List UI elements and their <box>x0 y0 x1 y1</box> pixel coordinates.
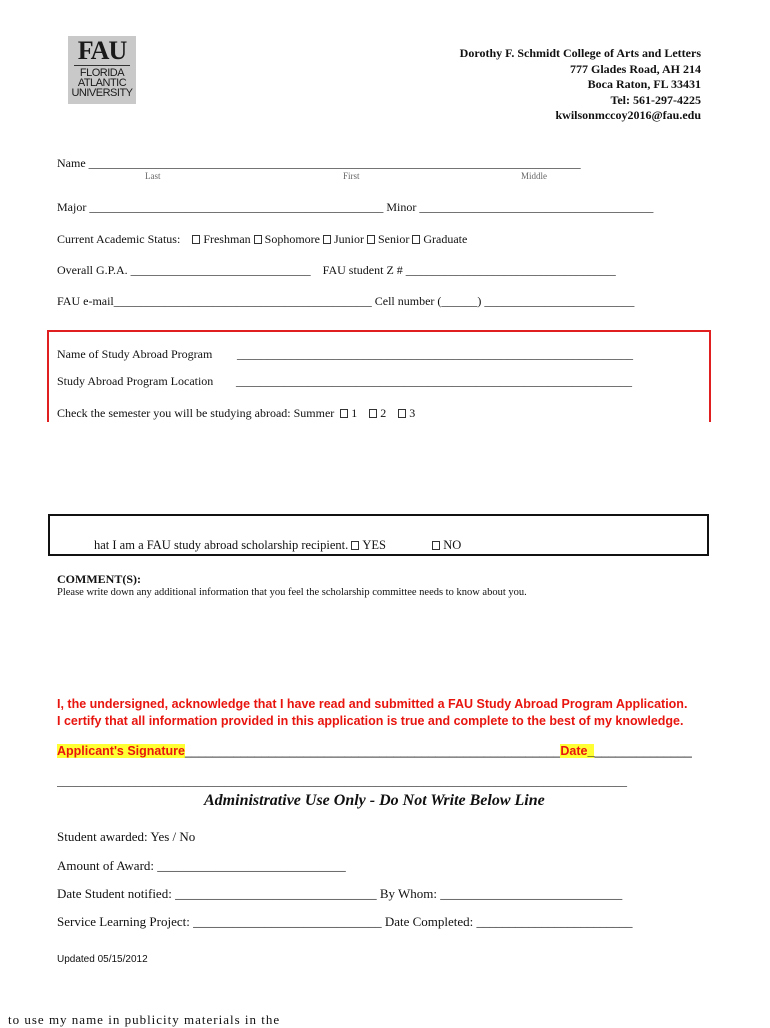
name-row <box>57 156 581 171</box>
program-field[interactable]: __________________________________________________________________ <box>237 347 633 361</box>
admin-divider: _______________________________________________________________________________________________ <box>57 774 627 788</box>
gpa-label: Overall G.P.A. <box>57 263 128 277</box>
service-field[interactable]: _____________________________ <box>193 914 382 929</box>
logo-line1: FLORIDA <box>79 67 125 79</box>
updated-date: Updated 05/15/2012 <box>57 954 148 965</box>
logo-fau: FAU <box>77 36 127 65</box>
major-row <box>57 200 653 215</box>
checkbox-icon[interactable] <box>323 235 331 244</box>
major-field[interactable]: _________________________________________________ <box>89 200 384 214</box>
signature-row: Applicant's Signature______________________________________________________Date_______________ <box>57 744 692 758</box>
street-address: 777 Glades Road, AH 214 <box>569 61 701 76</box>
amount-label: Amount of Award: <box>57 858 155 873</box>
amount-field[interactable]: _____________________________ <box>157 858 346 873</box>
signature-field[interactable]: ______________________________________________________ <box>185 744 561 758</box>
zid-field[interactable]: ___________________________________ <box>405 263 616 277</box>
checkbox-icon[interactable] <box>340 409 348 418</box>
semester-option-1[interactable]: 1 <box>340 406 357 420</box>
checkbox-icon[interactable] <box>398 409 406 418</box>
service-label: Service Learning Project: <box>57 914 190 929</box>
gpa-field[interactable]: ______________________________ <box>130 263 311 277</box>
checkbox-icon[interactable] <box>254 235 262 244</box>
semester-label: Check the semester you will be studying abroad: Summer <box>57 406 335 420</box>
major-label: Major <box>57 200 87 214</box>
semester-option-3[interactable]: 3 <box>398 406 415 420</box>
status-junior[interactable]: Junior <box>323 232 364 246</box>
email-row <box>57 294 634 309</box>
name-sub-last: Last <box>145 171 161 181</box>
certify-line1: I, the undersigned, acknowledge that I have read and submitted a FAU Study Abroad Program Application. <box>57 697 688 711</box>
comments-title: COMMENT(S): <box>57 572 141 586</box>
name-field[interactable]: __________________________________________________________________________________ <box>88 156 581 170</box>
checkbox-icon[interactable] <box>351 541 359 550</box>
cell-field[interactable]: _________________________ <box>484 294 635 308</box>
checkbox-icon[interactable] <box>432 541 440 550</box>
semester-option-2[interactable]: 2 <box>369 406 386 420</box>
consent-yes[interactable]: YES <box>351 538 386 552</box>
logo-line2: ATLANTIC <box>77 77 127 89</box>
checkbox-icon[interactable] <box>367 235 375 244</box>
city-address: Boca Raton, FL 33431 <box>587 77 701 91</box>
service-row <box>57 914 633 930</box>
email-field[interactable]: ___________________________________________ <box>113 294 372 308</box>
date-field[interactable]: ______________ <box>594 744 692 758</box>
name-sub-middle: Middle <box>521 171 547 181</box>
zid-label: FAU student Z # <box>322 263 403 277</box>
consent-no[interactable]: NO <box>432 538 461 552</box>
notified-label: Date Student notified: <box>57 886 172 901</box>
admin-title: Administrative Use Only - Do Not Write Below Line <box>204 792 545 809</box>
checkbox-icon[interactable] <box>192 235 200 244</box>
location-label: Study Abroad Program Location <box>57 374 214 388</box>
consent-row <box>94 538 461 553</box>
consent-text: hat I am a FAU study abroad scholarship recipient. <box>94 538 349 552</box>
program-label: Name of Study Abroad Program <box>57 347 213 361</box>
student-awarded: Student awarded: Yes / No <box>57 829 196 844</box>
college-name: Dorothy F. Schmidt College of Arts and Letters <box>459 46 701 60</box>
checkbox-icon[interactable] <box>412 235 420 244</box>
completed-label: Date Completed: <box>384 914 474 929</box>
contact-email: kwilsonmccoy2016@fau.edu <box>555 108 701 122</box>
location-field[interactable]: __________________________________________________________________ <box>236 374 632 388</box>
status-label: Current Academic Status: <box>57 232 181 246</box>
telephone: Tel: 561-297-4225 <box>610 92 701 107</box>
name-label: Name <box>57 156 86 170</box>
overflow-text: to use my name in publicity materials in the <box>8 1012 281 1027</box>
cell-label: Cell number (______) <box>374 294 482 308</box>
checkbox-icon[interactable] <box>369 409 377 418</box>
email-label: FAU e-mail <box>57 294 114 308</box>
fau-logo <box>68 36 136 104</box>
status-senior[interactable]: Senior <box>367 232 409 246</box>
status-graduate[interactable]: Graduate <box>412 232 467 246</box>
logo-rule <box>74 65 130 66</box>
certify-line2: I certify that all information provided in this application is true and complete to the best of my knowledge. <box>57 714 684 728</box>
bywhom-label: By Whom: <box>379 886 437 901</box>
status-sophomore[interactable]: Sophomore <box>254 232 320 246</box>
gpa-row <box>57 263 616 278</box>
comments-instructions: Please write down any additional information that you feel the scholarship committee needs to know about you. <box>57 587 527 598</box>
minor-field[interactable]: _______________________________________ <box>419 200 654 214</box>
notified-field[interactable]: _______________________________ <box>175 886 377 901</box>
date-label: Date <box>560 744 588 758</box>
semester-row <box>57 406 415 421</box>
status-row <box>57 232 467 247</box>
completed-field[interactable]: ________________________ <box>476 914 633 929</box>
bywhom-field[interactable]: ____________________________ <box>440 886 623 901</box>
college-address <box>281 46 701 124</box>
amount-row <box>57 858 346 874</box>
status-freshman[interactable]: Freshman <box>192 232 250 246</box>
minor-label: Minor <box>386 200 417 214</box>
notified-row <box>57 886 622 902</box>
name-sub-first: First <box>343 171 360 181</box>
signature-label: Applicant's Signature <box>57 744 185 758</box>
logo-line3: UNIVERSITY <box>71 87 133 99</box>
